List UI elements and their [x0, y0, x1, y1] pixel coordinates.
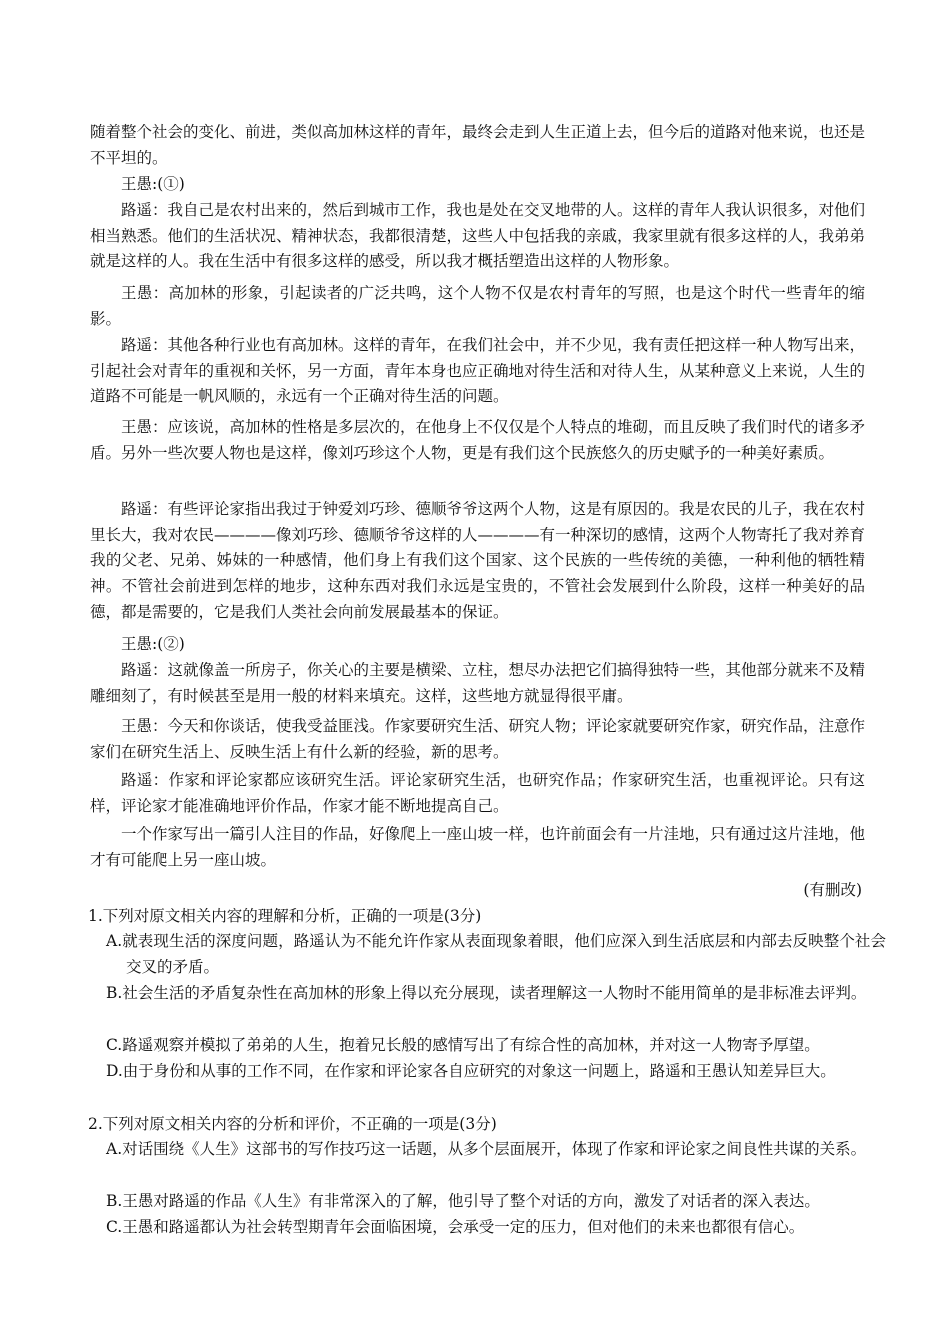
- source-note: (有删改): [803, 881, 862, 899]
- passage-paragraph: 随着整个社会的变化、前进，类似高加林这样的青年，最终会走到人生正道上去，但今后的道路对他来说，也还是不平坦的。: [90, 123, 866, 167]
- passage-paragraph: 路遥：其他各种行业也有高加林。这样的青年，在我们社会中，并不少见，我有责任把这样一种人物写出来，引起社会对青年的重视和关怀，另一方面，青年本身也应正确地对待生活和对待人生，从某种意义上来说，人生的道路不可能是一帆风顺的，永远有一个正确对待生活的问题。: [90, 336, 866, 406]
- question-stem: 1.下列对原文相关内容的理解和分析，正确的一项是(3分): [88, 907, 482, 925]
- passage-paragraph: 王愚：高加林的形象，引起读者的广泛共鸣，这个人物不仅是农村青年的写照，也是这个时代一些青年的缩影。: [90, 284, 865, 328]
- passage-paragraph: 一个作家写出一篇引人注目的作品，好像爬上一座山坡一样，也许前面会有一片洼地，只有通过这片洼地，他才有可能爬上另一座山坡。: [90, 825, 866, 869]
- answer-option: D.由于身份和从事的工作不同，在作家和评论家各自应研究的对象这一问题上，路遥和王愚认知差异巨大。: [106, 1062, 836, 1080]
- question-stem: 2.下列对原文相关内容的分析和评价，不正确的一项是(3分): [88, 1115, 497, 1133]
- passage-paragraph: 王愚:(①): [121, 175, 185, 193]
- passage-paragraph: 路遥：我自己是农村出来的，然后到城市工作，我也是处在交叉地带的人。这样的青年人我认识很多，对他们相当熟悉。他们的生活状况、精神状态，我都很清楚，这些人中包括我的亲戚，我家里就有很多这样的人，我弟弟就是这样的人。我在生活中有很多这样的感受，所以我才概括塑造出这样的人物形象。: [90, 201, 866, 271]
- passage-paragraph: 路遥：作家和评论家都应该研究生活。评论家研究生活，也研究作品；作家研究生活，也重视评论。只有这样，评论家才能准确地评价作品，作家才能不断地提高自己。: [90, 771, 865, 815]
- passage-paragraph: 路遥：有些评论家指出我过于钟爱刘巧珍、德顺爷爷这两个人物，这是有原因的。我是农民的儿子，我在农村里长大，我对农民————像刘巧珍、德顺爷爷这样的人————有一种深切的感情，这两个人物寄托了我对养育我的父老、兄弟、姊妹的一种感情，他们身上有我们这个国家、这个民族的一些传统的美德，一种利他的牺牲精神。不管社会前进到怎样的地步，这种东西对我们永远是宝贵的，不管社会发展到什么阶段，这样一种美好的品德，都是需要的，它是我们人类社会向前发展最基本的保证。: [90, 500, 866, 621]
- answer-option: B.王愚对路遥的作品《人生》有非常深入的了解，他引导了整个对话的方向，激发了对话者的深入表达。: [106, 1192, 820, 1210]
- answer-option: C.王愚和路遥都认为社会转型期青年会面临困境，会承受一定的压力，但对他们的未来也都很有信心。: [106, 1218, 805, 1236]
- passage-paragraph: 王愚：应该说，高加林的性格是多层次的，在他身上不仅仅是个人特点的堆砌，而且反映了我们时代的诸多矛盾。另外一些次要人物也是这样，像刘巧珍这个人物，更是有我们这个民族悠久的历史赋予的一种美好素质。: [90, 418, 866, 462]
- answer-option: B.社会生活的矛盾复杂性在高加林的形象上得以充分展现，读者理解这一人物时不能用简单的是非标准去评判。: [106, 984, 867, 1002]
- answer-option: C.路遥观察并模拟了弟弟的人生，抱着兄长般的感情写出了有综合性的高加林，并对这一人物寄予厚望。: [106, 1036, 820, 1054]
- answer-option: A.对话围绕《人生》这部书的写作技巧这一话题，从多个层面展开，体现了作家和评论家之间良性共谋的关系。: [106, 1140, 867, 1158]
- passage-paragraph: 路遥：这就像盖一所房子，你关心的主要是横梁、立柱，想尽办法把它们搞得独特一些，其他部分就来不及精雕细刻了，有时候甚至是用一般的材料来填充。这样，这些地方就显得很平庸。: [90, 661, 866, 705]
- passage-paragraph: 王愚:(②): [121, 635, 185, 653]
- answer-option: A.就表现生活的深度问题，路遥认为不能允许作家从表面现象着眼，他们应深入到生活底层和内部去反映整个社会交叉的矛盾。: [106, 932, 886, 976]
- passage-paragraph: 王愚：今天和你谈话，使我受益匪浅。作家要研究生活、研究人物；评论家就要研究作家，研究作品，注意作家们在研究生活上、反映生活上有什么新的经验，新的思考。: [90, 717, 866, 761]
